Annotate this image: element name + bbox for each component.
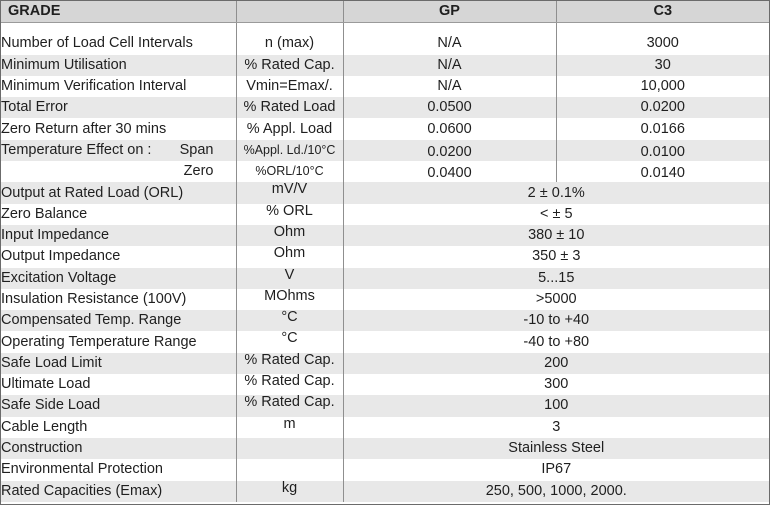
param-cell: Input Impedance <box>1 225 236 246</box>
param-cell: Safe Side Load <box>1 395 236 416</box>
unit-cell: % Rated Cap. <box>236 374 343 395</box>
table-row <box>1 204 769 225</box>
shared-value: 200 <box>343 353 769 374</box>
unit-cell: % Rated Cap. <box>236 395 343 416</box>
gp-value: N/A <box>343 55 556 76</box>
param-cell: Total Error <box>1 97 236 118</box>
param-label: Temperature Effect on : <box>1 141 152 158</box>
unit-cell: %Appl. Ld./10°C <box>236 140 343 161</box>
unit-cell: % Appl. Load <box>236 118 343 139</box>
unit-cell <box>236 459 343 480</box>
param-cell: Cable Length <box>1 417 236 438</box>
param-cell: Minimum Verification Interval <box>1 76 236 97</box>
unit-cell: Ohm <box>236 246 343 267</box>
shared-value: 100 <box>343 395 769 416</box>
param-cell: Construction <box>1 438 236 459</box>
param-cell: Excitation Voltage <box>1 268 236 289</box>
unit-cell: Vmin=Emax/. <box>236 76 343 97</box>
table-row <box>1 55 769 76</box>
table-row <box>1 182 769 203</box>
param-cell: Zero <box>1 161 236 182</box>
param-cell: Environmental Protection <box>1 459 236 480</box>
param-cell: Compensated Temp. Range <box>1 310 236 331</box>
unit-cell: m <box>236 417 343 438</box>
param-cell: Output Impedance <box>1 246 236 267</box>
param-cell: Zero Return after 30 mins <box>1 118 236 139</box>
param-sublabel: Span <box>179 141 214 158</box>
gp-value: 0.0600 <box>343 118 556 139</box>
unit-cell: %ORL/10°C <box>236 161 343 182</box>
param-cell: Operating Temperature Range <box>1 331 236 352</box>
unit-cell: % Rated Load <box>236 97 343 118</box>
table-row <box>1 225 769 246</box>
gp-value: N/A <box>343 76 556 97</box>
shared-value: 350 ± 3 <box>343 246 769 267</box>
param-cell: Output at Rated Load (ORL) <box>1 182 236 203</box>
unit-cell: kg <box>236 481 343 502</box>
unit-cell: Ohm <box>236 225 343 246</box>
shared-value: Stainless Steel <box>343 438 769 459</box>
table-row <box>1 353 769 374</box>
unit-header <box>236 1 343 23</box>
c3-value: 10,000 <box>556 76 769 97</box>
table-row <box>1 246 769 267</box>
table-row <box>1 481 769 502</box>
header-row <box>1 1 769 23</box>
c3-value: 30 <box>556 55 769 76</box>
table-row <box>1 268 769 289</box>
unit-cell: % ORL <box>236 204 343 225</box>
gp-value: 0.0200 <box>343 140 556 161</box>
param-cell: Minimum Utilisation <box>1 55 236 76</box>
table-row <box>1 331 769 352</box>
unit-cell: n (max) <box>236 33 343 54</box>
unit-cell: °C <box>236 310 343 331</box>
shared-value: 3 <box>343 417 769 438</box>
shared-value: 5...15 <box>343 268 769 289</box>
unit-cell: mV/V <box>236 182 343 203</box>
grade-header: GRADE <box>1 1 236 23</box>
table-row <box>1 310 769 331</box>
unit-cell: MOhms <box>236 289 343 310</box>
c3-value: 3000 <box>556 33 769 54</box>
param-cell <box>1 140 236 161</box>
table-row <box>1 161 769 182</box>
table-row <box>1 459 769 480</box>
table-row <box>1 140 769 161</box>
gp-header: GP <box>343 1 556 23</box>
param-cell: Insulation Resistance (100V) <box>1 289 236 310</box>
shared-value: -40 to +80 <box>343 331 769 352</box>
param-cell: Ultimate Load <box>1 374 236 395</box>
unit-cell <box>236 438 343 459</box>
param-cell: Rated Capacities (Emax) <box>1 481 236 502</box>
gp-value: 0.0500 <box>343 97 556 118</box>
shared-value: 2 ± 0.1% <box>343 182 769 203</box>
table-row <box>1 374 769 395</box>
unit-cell: % Rated Cap. <box>236 353 343 374</box>
shared-value: -10 to +40 <box>343 310 769 331</box>
table-row <box>1 438 769 459</box>
c3-value: 0.0200 <box>556 97 769 118</box>
table-row <box>1 76 769 97</box>
spacer-row <box>1 23 769 34</box>
table-row <box>1 97 769 118</box>
param-cell: Number of Load Cell Intervals <box>1 33 236 54</box>
param-cell: Safe Load Limit <box>1 353 236 374</box>
table-row <box>1 417 769 438</box>
table-row <box>1 118 769 139</box>
c3-value: 0.0100 <box>556 140 769 161</box>
shared-value: 300 <box>343 374 769 395</box>
table-row <box>1 289 769 310</box>
c3-value: 0.0166 <box>556 118 769 139</box>
shared-value: IP67 <box>343 459 769 480</box>
gp-value: 0.0400 <box>343 161 556 182</box>
unit-cell: °C <box>236 331 343 352</box>
c3-header: C3 <box>556 1 769 23</box>
unit-cell: V <box>236 268 343 289</box>
table-row <box>1 395 769 416</box>
load-cell-spec-table <box>1 1 769 502</box>
table-row <box>1 33 769 54</box>
shared-value: 250, 500, 1000, 2000. <box>343 481 769 502</box>
gp-value: N/A <box>343 33 556 54</box>
shared-value: < ± 5 <box>343 204 769 225</box>
shared-value: >5000 <box>343 289 769 310</box>
param-cell: Zero Balance <box>1 204 236 225</box>
shared-value: 380 ± 10 <box>343 225 769 246</box>
unit-cell: % Rated Cap. <box>236 55 343 76</box>
c3-value: 0.0140 <box>556 161 769 182</box>
